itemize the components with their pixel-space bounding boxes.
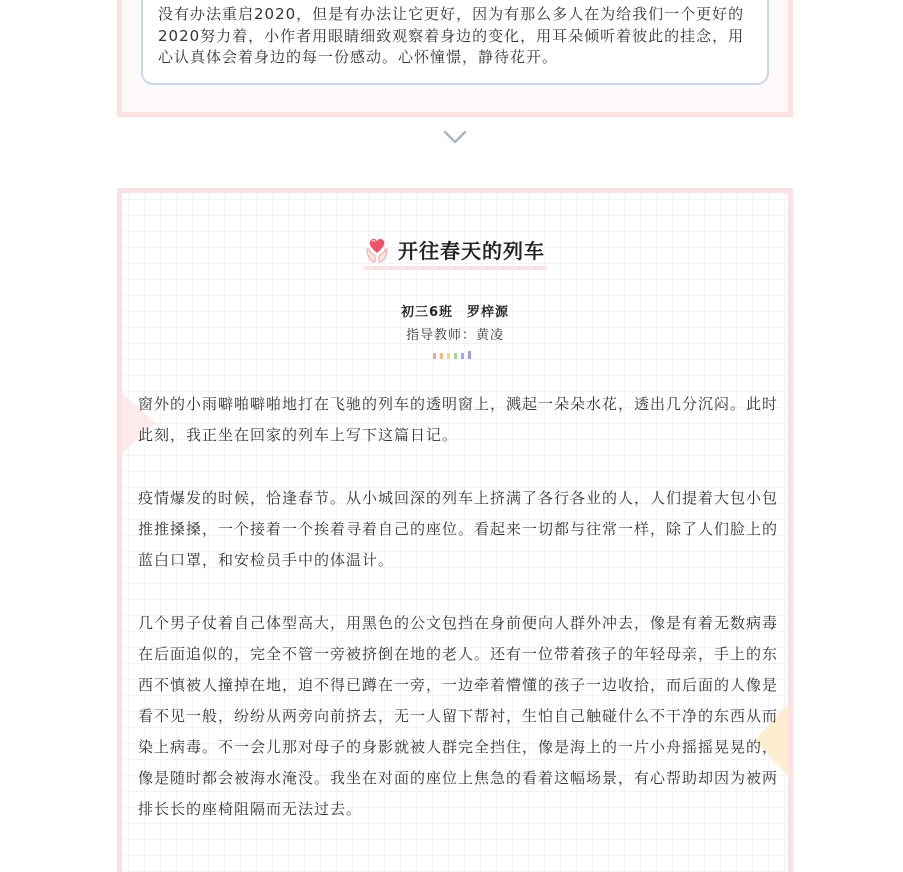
teacher-line: 指导教师：黄凌 bbox=[405, 328, 504, 343]
chevron-down-icon bbox=[442, 128, 468, 146]
dot bbox=[454, 353, 457, 359]
author-name: 罗梓源 bbox=[467, 305, 510, 320]
previous-summary-card bbox=[117, 0, 793, 117]
dot bbox=[468, 351, 471, 359]
heart-hands-icon bbox=[365, 236, 389, 264]
article-paragraph: 疫情爆发的时候，恰逢春节。从小城回深的列车上挤满了各行各业的人，人们提着大包小包推推搡搡，一个接着一个挨着寻着自己的座位。看起来一切都与往常一样，除了人们脸上的蓝白口罩，和安检员手中的体温计。 bbox=[138, 489, 779, 569]
author-class: 初三6班 bbox=[400, 305, 454, 320]
summary-box bbox=[141, 0, 769, 85]
title-underline bbox=[363, 266, 547, 270]
article-body bbox=[138, 389, 778, 857]
dot bbox=[440, 353, 443, 359]
color-dots-decoration bbox=[433, 351, 475, 359]
article-title: 开往春天的列车 bbox=[398, 239, 545, 263]
article-title-block bbox=[122, 235, 788, 270]
article-paragraph: 几个男子仗着自己体型高大，用黑色的公文包挡在身前便向人群外冲去，像是有着无数病毒在后面追似的，完全不管一旁被挤倒在地的老人。还有一位带着孩子的年轻母亲，手上的东西不慎被人撞掉在地，迫不得已蹲在一旁，一边牵着懵懂的孩子一边收拾，而后面的人像是看不见一般，纷纷从两旁向前挤去，无一人留下帮衬，生怕自己触碰什么不干净的东西从而染上病毒。不一会儿那对母子的身影就被人群完全挡住，像是海上的一片小舟摇摇晃晃的，像是随时都会被海水淹没。我坐在对面的座位上焦急的看着这幅场景，有心帮助却因为被两排长长的座椅阻隔而无法过去。 bbox=[138, 614, 779, 818]
summary-text: 没有办法重启2020，但是有办法让它更好，因为有那么多人在为给我们一个更好的2020努力着，小作者用眼睛细致观察着身边的变化，用耳朵倾听着彼此的挂念，用心认真体会着身边的每一份感动。心怀憧憬，静待花开。 bbox=[158, 5, 745, 66]
dot bbox=[447, 353, 450, 359]
dot bbox=[433, 353, 436, 359]
author-line bbox=[122, 301, 788, 320]
article-paragraph: 窗外的小雨噼啪噼啪地打在飞驰的列车的透明窗上，溅起一朵朵水花，透出几分沉闷。此时此刻，我正坐在回家的列车上写下这篇日记。 bbox=[138, 395, 779, 444]
article-card bbox=[117, 188, 793, 872]
dot bbox=[461, 353, 464, 359]
